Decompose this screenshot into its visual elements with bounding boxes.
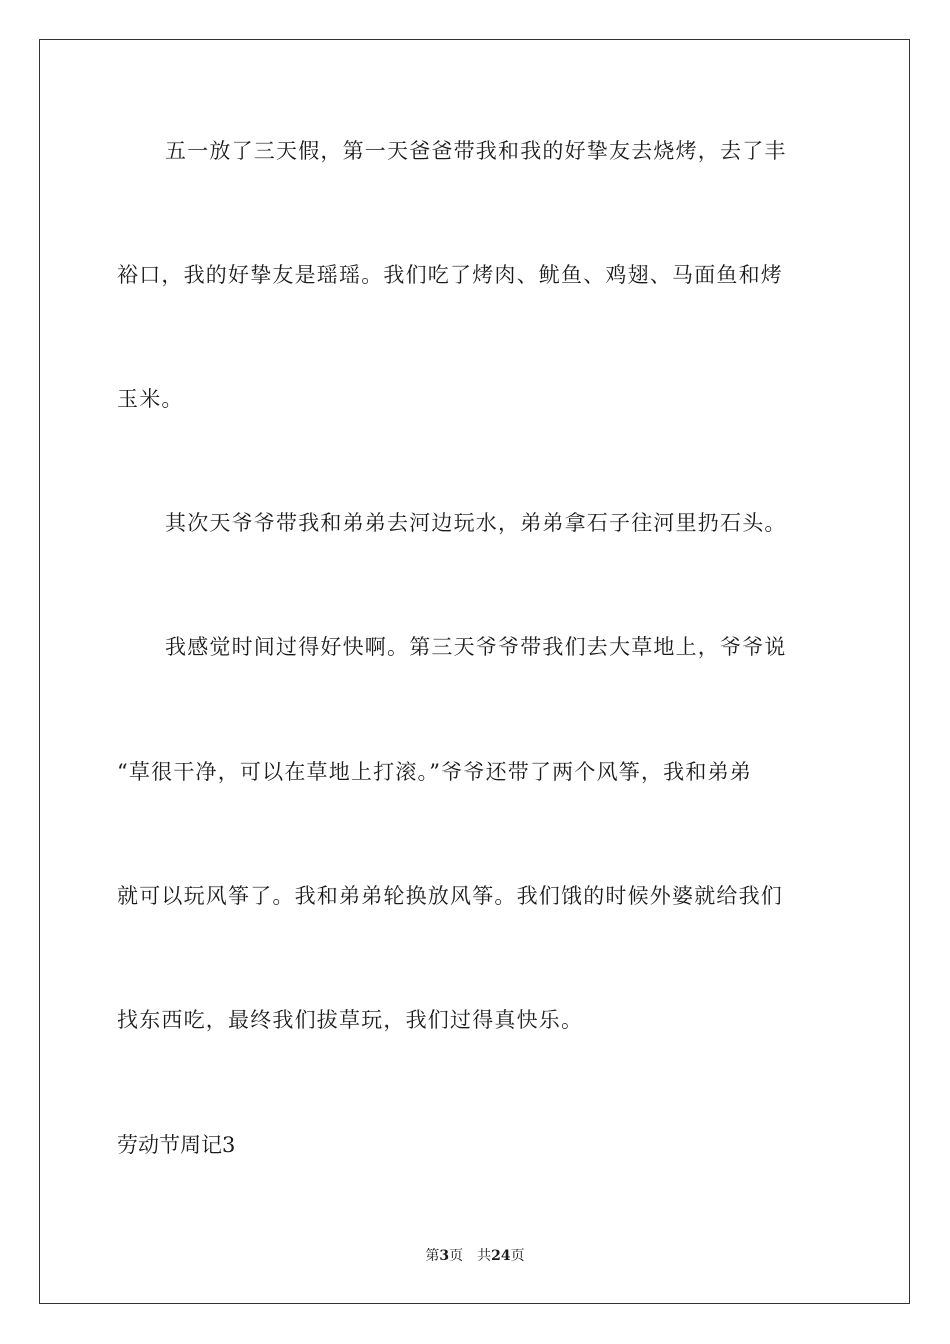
page-footer: [0, 1246, 950, 1266]
paragraph-3-line-1: 我感觉时间过得好快啊。第三天爷爷带我们去大草地上，爷爷说: [165, 635, 787, 659]
paragraph-3-line-2: “草很干净，可以在草地上打滚。”爷爷还带了两个风筝，我和弟弟: [117, 760, 752, 784]
total-prefix: 共: [477, 1248, 492, 1264]
paragraph-3-line-4: 找东西吃，最终我们拔草玩，我们过得真快乐。: [117, 1008, 584, 1032]
page-border: [39, 39, 910, 1304]
section-heading: 劳动节周记3: [117, 1133, 236, 1157]
paragraph-2-line-1: 其次天爷爷带我和弟弟去河边玩水，弟弟拿石子往河里扔石头。: [165, 511, 787, 535]
paragraph-1-line-1: 五一放了三天假，第一天爸爸带我和我的好挚友去烧烤，去了丰: [165, 139, 787, 163]
total-pages: 24: [491, 1248, 511, 1264]
paragraph-1-line-2: 裕口，我的好挚友是瑶瑶。我们吃了烤肉、鱿鱼、鸡翅、马面鱼和烤: [117, 263, 783, 287]
page-suffix: 页: [449, 1248, 464, 1264]
page-number: 3: [439, 1248, 450, 1264]
total-suffix: 页: [510, 1248, 525, 1264]
paragraph-3-line-3: 就可以玩风筝了。我和弟弟轮换放风筝。我们饿的时候外婆就给我们: [117, 884, 783, 908]
page-prefix: 第: [425, 1248, 440, 1264]
paragraph-1-line-3: 玉米。: [117, 387, 184, 411]
